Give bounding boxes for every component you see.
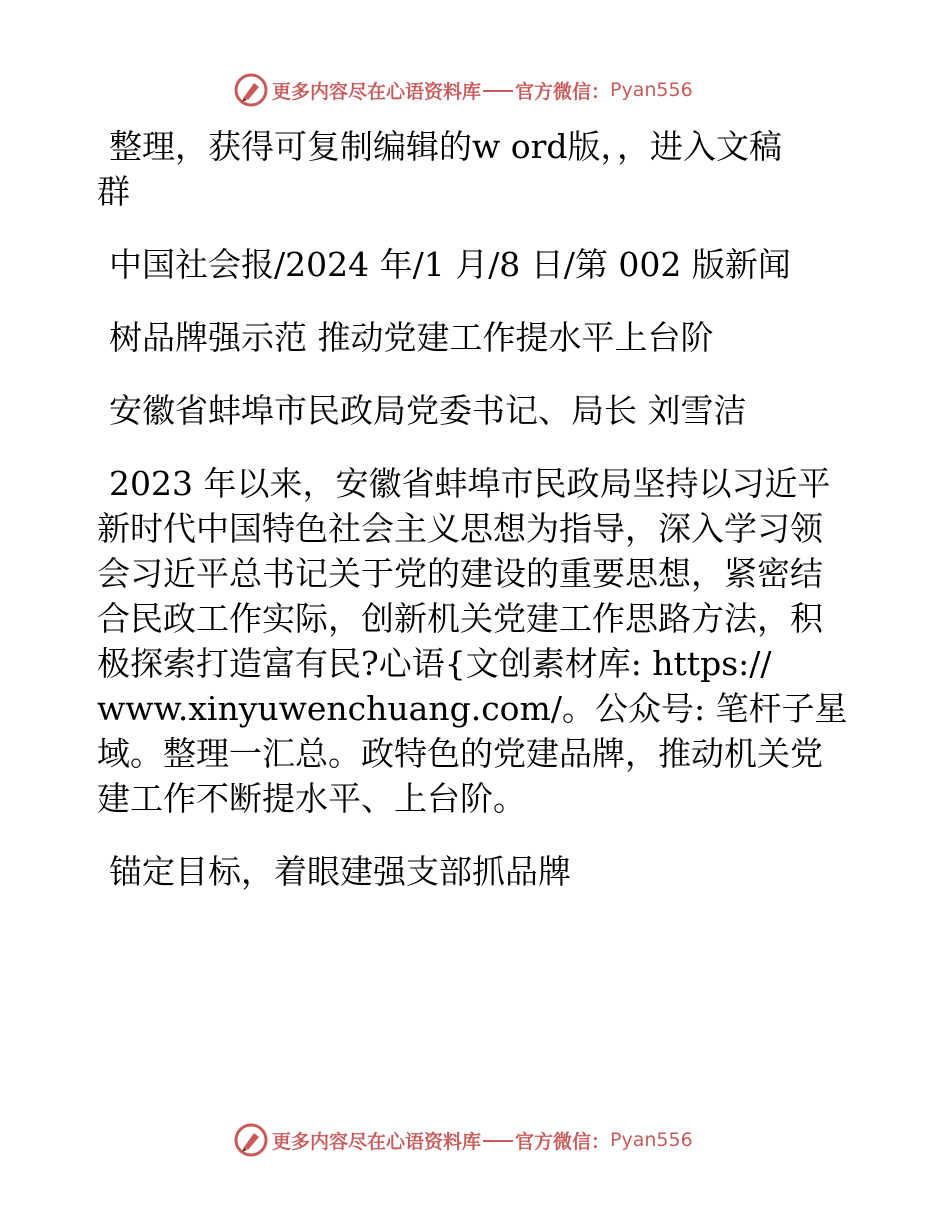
- paragraph-line: 合民政工作实际，创新机关党建工作思路方法，积: [97, 599, 823, 638]
- banner-wechat-id: Pyan556: [610, 79, 693, 101]
- banner-wechat-label: 官方微信：: [515, 1130, 611, 1153]
- banner-brand-text: 更多内容尽在心语资料库: [272, 80, 482, 103]
- paragraph-line: 建工作不断提水平、上台阶。: [97, 779, 526, 818]
- banner-wechat-label: 官方微信：: [515, 80, 611, 103]
- intro-line-1: 整理，获得可复制编辑的w ord版，，进入文稿: [109, 127, 783, 166]
- article-paragraph: [97, 461, 857, 821]
- banner-wechat-id: Pyan556: [610, 1129, 693, 1151]
- source-line: 中国社会报/2024 年/1 月/8 日/第 002 版新闻: [109, 245, 791, 284]
- pen-logo-icon: [234, 73, 268, 107]
- document-body: [97, 124, 857, 894]
- pen-logo-icon: [234, 1123, 268, 1157]
- paragraph-line: www.xinyuwenchuang.com/。公众号: 笔杆子星: [97, 689, 848, 728]
- section-heading: 锚定目标，着眼建强支部抓品牌: [109, 852, 571, 891]
- paragraph-line: 新时代中国特色社会主义思想为指导，深入学习领: [97, 509, 823, 548]
- banner-divider: [483, 1140, 513, 1142]
- header-banner: [234, 70, 693, 110]
- paragraph-line: 域。整理一汇总。政特色的党建品牌，推动机关党: [97, 734, 823, 773]
- paragraph-line: 极探索打造富有民?心语{文创素材库: https://: [97, 644, 772, 683]
- intro-line-2: 群: [97, 172, 130, 211]
- paragraph-line: 会习近平总书记关于党的建设的重要思想，紧密结: [97, 554, 823, 593]
- article-author: 安徽省蚌埠市民政局党委书记、局长 刘雪洁: [109, 391, 747, 430]
- footer-banner: [234, 1120, 693, 1160]
- paragraph-line: 2023 年以来，安徽省蚌埠市民政局坚持以习近平: [109, 464, 831, 503]
- banner-brand-text: 更多内容尽在心语资料库: [272, 1130, 482, 1153]
- article-title: 树品牌强示范 推动党建工作提水平上台阶: [109, 318, 714, 357]
- banner-divider: [483, 90, 513, 92]
